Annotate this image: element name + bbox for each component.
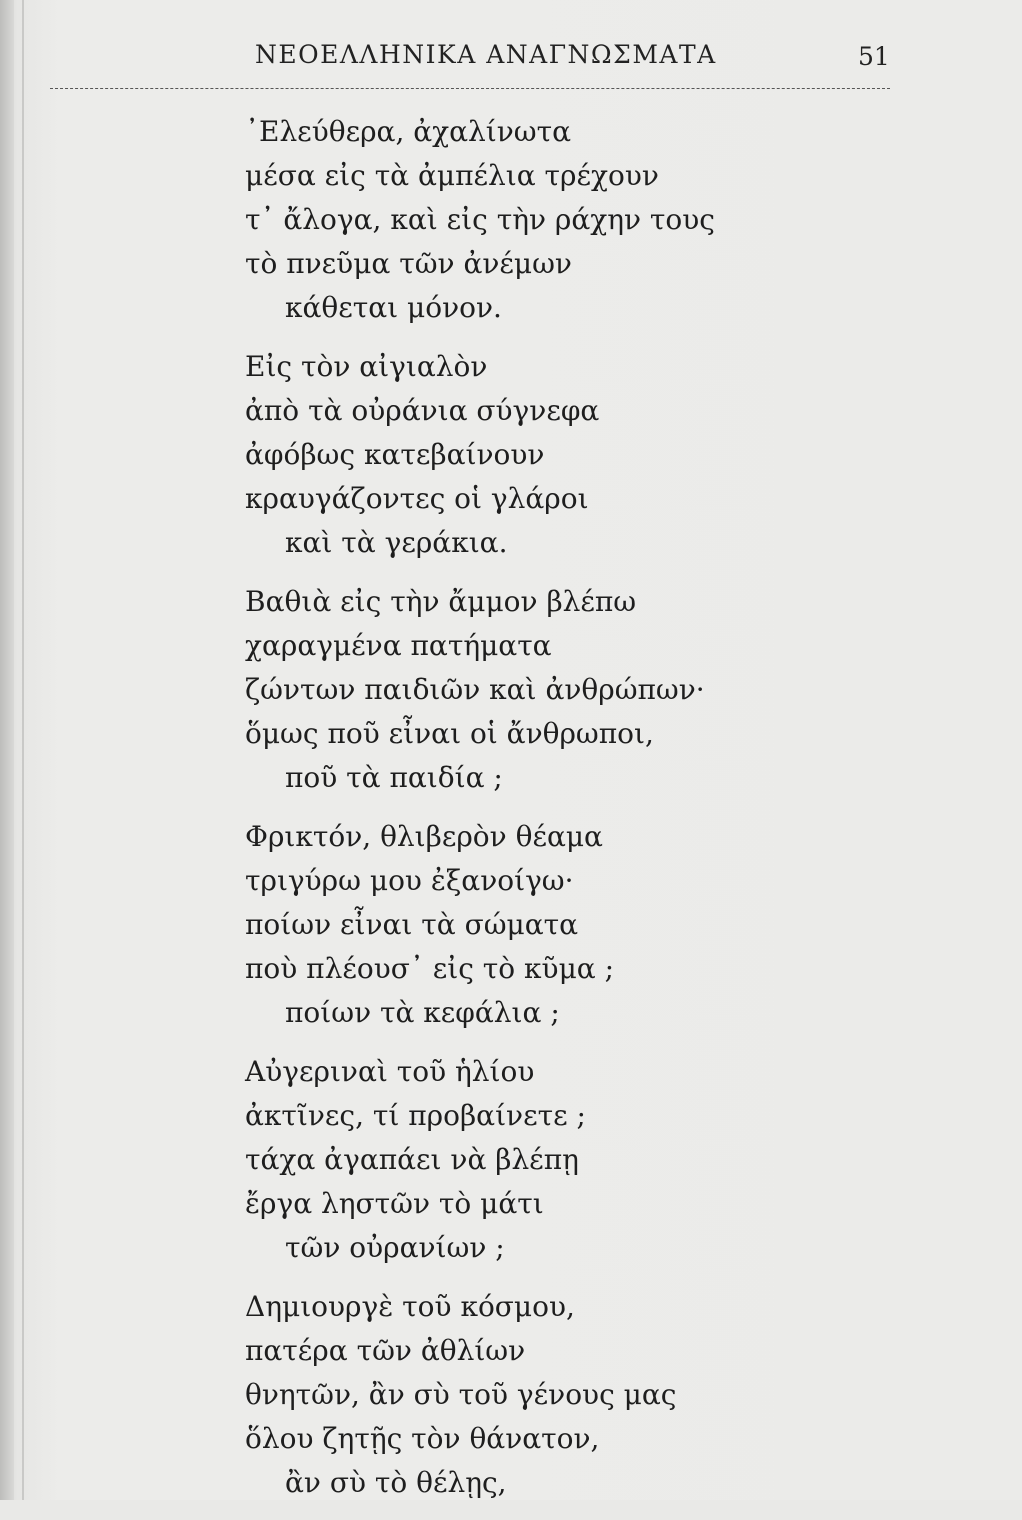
poem-line: ζώντων παιδιῶν καὶ ἀνθρώπων· — [245, 673, 705, 706]
poem-line: Αὐγεριναὶ τοῦ ἡλίου — [245, 1055, 535, 1088]
poem-line: Βαθιὰ εἰς τὴν ἄμμον βλέπω — [245, 585, 637, 618]
poem-line: τ᾿ ἄλογα, καὶ εἰς τὴν ράχην τους — [245, 203, 715, 236]
poem-refrain-line: ποίων τὰ κεφάλια ; — [285, 996, 560, 1029]
poem-line: πατέρα τῶν ἀθλίων — [245, 1334, 526, 1367]
poem-line: ὅλου ζητῇς τὸν θάνατον, — [245, 1422, 600, 1455]
binding-edge — [0, 0, 14, 1500]
poem-refrain-line: τῶν οὐρανίων ; — [285, 1231, 505, 1264]
poem-line: κραυγάζοντες οἱ γλάροι — [245, 482, 589, 515]
poem-line: μέσα εἰς τὰ ἀμπέλια τρέχουν — [245, 159, 659, 192]
poem-line: Φρικτόν, θλιβερὸν θέαμα — [245, 820, 603, 853]
stanza-5 — [245, 1050, 865, 1270]
poem-line: ἀφόβως κατεβαίνουν — [245, 438, 545, 471]
poem-line: τὸ πνεῦμα τῶν ἀνέμων — [245, 247, 572, 280]
poem-line: ἔργα ληστῶν τὸ μάτι — [245, 1187, 544, 1220]
poem-line: τριγύρω μου ἐξανοίγω· — [245, 864, 574, 897]
poem-line: Δημιουργὲ τοῦ κόσμου, — [245, 1290, 575, 1323]
stanza-2 — [245, 345, 865, 565]
page-number: 51 — [858, 42, 890, 71]
poem-refrain-line: καὶ τὰ γεράκια. — [285, 526, 508, 559]
poem-refrain-line: κάθεται μόνον. — [285, 291, 502, 324]
stanza-1 — [245, 110, 865, 330]
running-title: ΝΕΟΕΛΛΗΝΙΚΑ ΑΝΑΓΝΩΣΜΑΤΑ — [255, 40, 717, 69]
poem-refrain-line: ἂν σὺ τὸ θέλῃς, — [285, 1466, 507, 1499]
poem-line: ἀκτῖνες, τί προβαίνετε ; — [245, 1099, 586, 1132]
poem-line: ποίων εἶναι τὰ σώματα — [245, 908, 579, 941]
poem-line: χαραγμένα πατήματα — [245, 629, 552, 662]
poem-line: ὅμως ποῦ εἶναι οἱ ἄνθρωποι, — [245, 717, 654, 750]
poem-line: ἀπὸ τὰ οὐράνια σύγνεφα — [245, 394, 600, 427]
poem-line: τάχα ἀγαπάει νὰ βλέπῃ — [245, 1143, 579, 1176]
stanza-6 — [245, 1285, 865, 1505]
header-rule — [50, 88, 890, 89]
binding-shadow-line — [22, 0, 24, 1500]
stanza-3 — [245, 580, 865, 800]
poem — [245, 110, 865, 1520]
stanza-4 — [245, 815, 865, 1035]
poem-line: θνητῶν, ἂν σὺ τοῦ γένους μας — [245, 1378, 677, 1411]
poem-refrain-line: ποῦ τὰ παιδία ; — [285, 761, 503, 794]
poem-line: ᾿Ελεύθερα, ἀχαλίνωτα — [245, 115, 572, 148]
poem-line: Εἰς τὸν αἰγιαλὸν — [245, 350, 488, 383]
poem-line: ποὺ πλέουσ᾿ εἰς τὸ κῦμα ; — [245, 952, 615, 985]
